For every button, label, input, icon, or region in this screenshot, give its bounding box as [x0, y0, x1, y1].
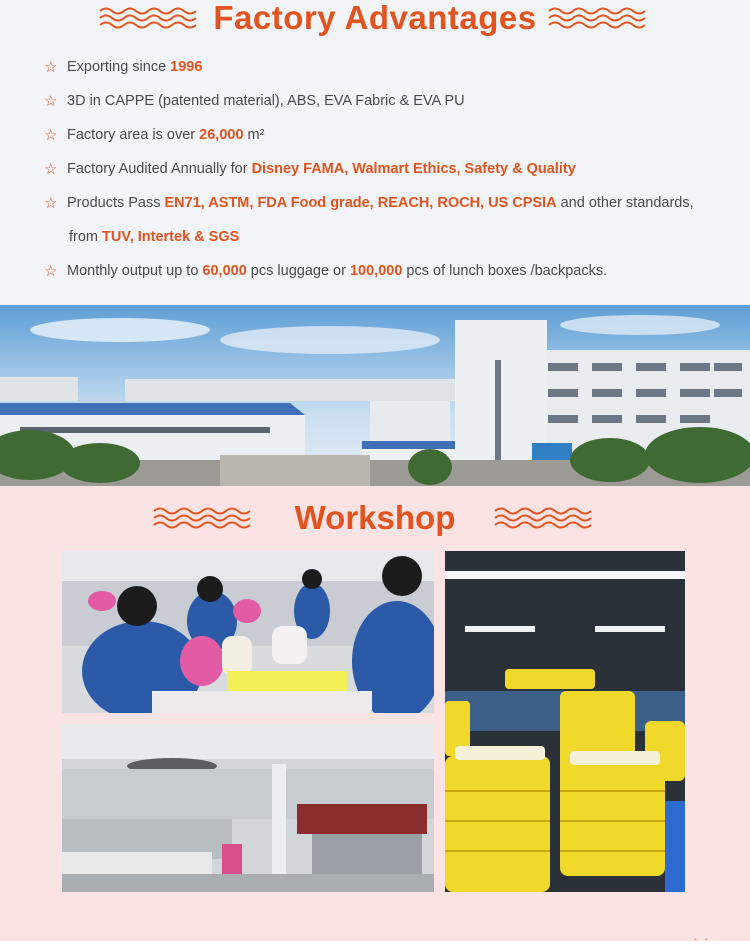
- list-item: [44, 84, 724, 118]
- workshop-title: Workshop: [294, 499, 456, 536]
- factory-advantages-section: [0, 0, 750, 305]
- list-item: [44, 152, 724, 186]
- item-text: 3D in CAPPE (patented material), ABS, EVA Fabric & EVA PU: [67, 93, 465, 109]
- advantages-title: Factory Advantages: [213, 0, 537, 36]
- star-icon: ☆: [44, 93, 58, 110]
- list-item: [44, 50, 724, 84]
- workshop-workers-photo: [62, 551, 434, 713]
- list-item: [44, 254, 724, 288]
- wave-ornament-left: [152, 506, 257, 530]
- star-icon: ☆: [44, 195, 58, 212]
- wave-ornament-right: [547, 6, 652, 30]
- star-icon: ☆: [44, 263, 58, 280]
- star-icon: ☆: [44, 161, 58, 178]
- star-icon: ☆: [44, 59, 58, 76]
- list-item: [44, 186, 724, 220]
- item-text: Exporting since 1996: [67, 59, 203, 75]
- item-text: Monthly output up to 60,000 pcs luggage or 100,000 pcs of lunch boxes /backpacks.: [67, 263, 608, 279]
- wave-ornament-right: [493, 506, 598, 530]
- item-text: Factory area is over 26,000 m²: [67, 127, 265, 143]
- item-text: Factory Audited Annually for Disney FAMA, Walmart Ethics, Safety & Quality: [67, 161, 576, 177]
- advantages-header: [0, 0, 750, 36]
- wave-ornament-left: [98, 6, 203, 30]
- workshop-machinery-photo: [62, 724, 434, 892]
- factory-exterior-photo: [0, 305, 750, 486]
- star-icon: ☆: [44, 127, 58, 144]
- lunch-box-production-photo: [445, 551, 685, 892]
- list-item: [44, 118, 724, 152]
- decorative-dots: • •: [694, 935, 711, 944]
- advantages-list: [44, 50, 724, 288]
- list-item-continuation: [44, 220, 724, 254]
- item-text: Products Pass EN71, ASTM, FDA Food grade, REACH, ROCH, US CPSIA and other standards,: [67, 195, 694, 211]
- item-text: from TUV, Intertek & SGS: [69, 229, 240, 245]
- workshop-header: [0, 498, 750, 538]
